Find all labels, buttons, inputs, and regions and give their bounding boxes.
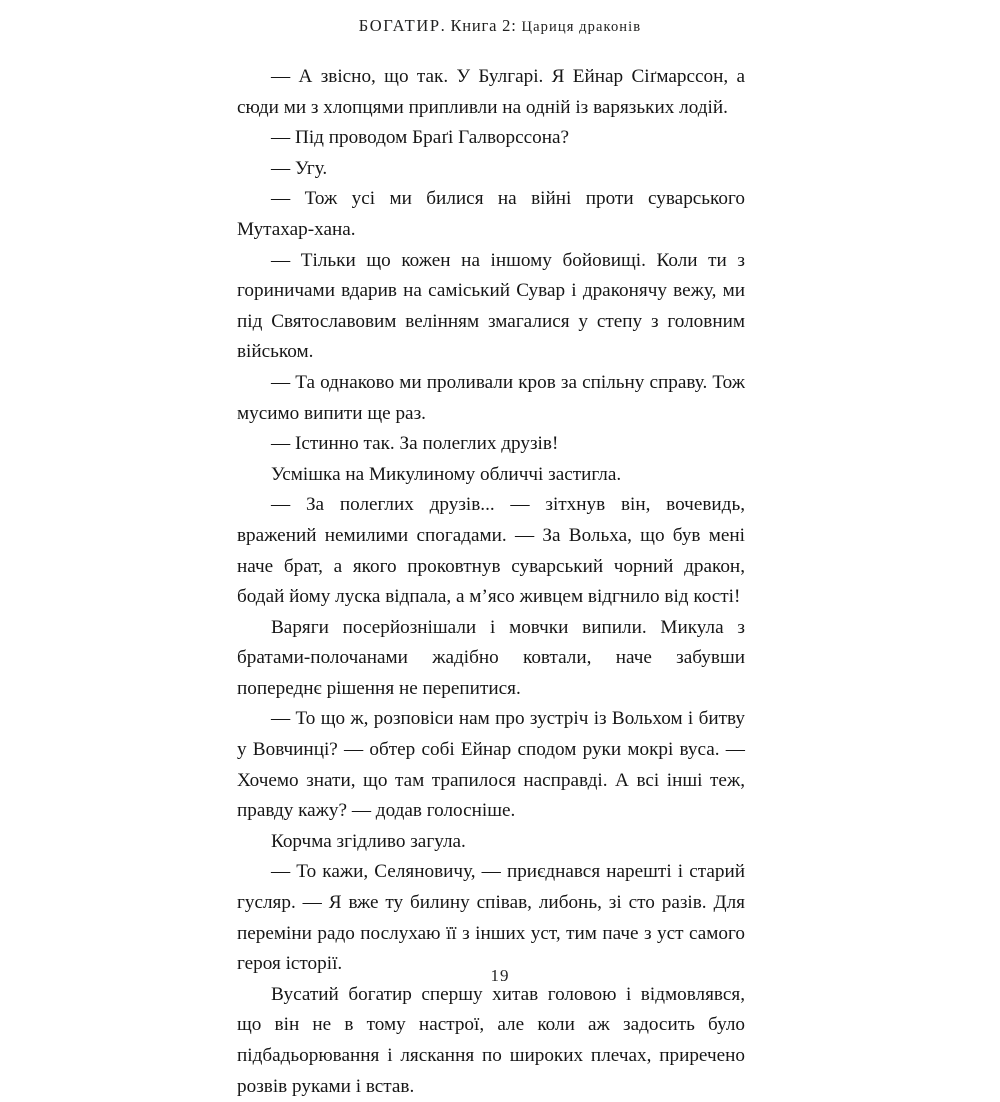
paragraph: — Угу. bbox=[271, 157, 328, 179]
paragraph: Корчма згідливо загула. bbox=[271, 830, 466, 852]
running-head-book: Книга 2: bbox=[450, 16, 522, 35]
running-head-title: Цариця драконів bbox=[521, 19, 642, 35]
running-head-separator: . bbox=[440, 16, 451, 35]
paragraph: — За полеглих друзів... — зітхнув він, вочевидь, вражений немилими спогадами. — За Вольха, що був мені наче брат, а якого проковтнув суварський чорний дракон, бодай йому луска відпала, а м’ясо живцем відгнило від кості! bbox=[237, 494, 745, 608]
paragraph: Варяги посерйознішали і мовчки випили. Микула з братами-полочанами жадібно ковтали, наче забувши попереднє рішення не перепитися. bbox=[237, 616, 745, 699]
paragraph: — Тож усі ми билися на війні проти суварського Мутахар-хана. bbox=[237, 188, 745, 240]
page-number: 19 bbox=[490, 966, 510, 985]
running-head bbox=[0, 16, 1000, 36]
paragraph: — Під проводом Браґі Галворссона? bbox=[271, 127, 569, 149]
paragraph: Усмішка на Микулиному обличчі застигла. bbox=[271, 463, 622, 485]
paragraph: — Тільки що кожен на іншому бойовищі. Коли ти з гориничами вдарив на саміський Сувар і драконячу вежу, ми під Святославовим велінням змагалися у степу з головним військом. bbox=[237, 249, 745, 363]
paragraph: — Та однаково ми проливали кров за спільну справу. Тож мусимо випити ще раз. bbox=[237, 371, 745, 424]
paragraph: — А звісно, що так. У Булгарі. Я Ейнар Сіґмарссон, а сюди ми з хлопцями припливли на одній із варязьких лодій. bbox=[237, 66, 745, 118]
paragraph: — То кажи, Селяновичу, — приєднався нарешті і старий гусляр. — Я вже ту билину співав, либонь, зі сто разів. Для переміни радо послухаю її з інших уст, тим паче з уст самого героя історії. bbox=[237, 861, 745, 975]
paragraph: Вусатий богатир спершу хитав головою і відмовлявся, що він не в тому настрої, але коли аж задосить було підбадьорювання і ляскання по широких плечах, приречено розвів руками і встав. bbox=[237, 983, 745, 1097]
running-head-series: БОГАТИР bbox=[358, 16, 441, 35]
paragraph: — То що ж, розповіси нам про зустріч із Вольхом і битву у Вовчинці? — обтер собі Ейнар сподом руки мокрі вуса. — Хочемо знати, що там трапилося насправді. А всі інші теж, правду кажу? — додав голосніше. bbox=[237, 708, 745, 822]
body-text bbox=[237, 62, 745, 1102]
paragraph: — Істинно так. За полеглих друзів! bbox=[271, 433, 559, 455]
